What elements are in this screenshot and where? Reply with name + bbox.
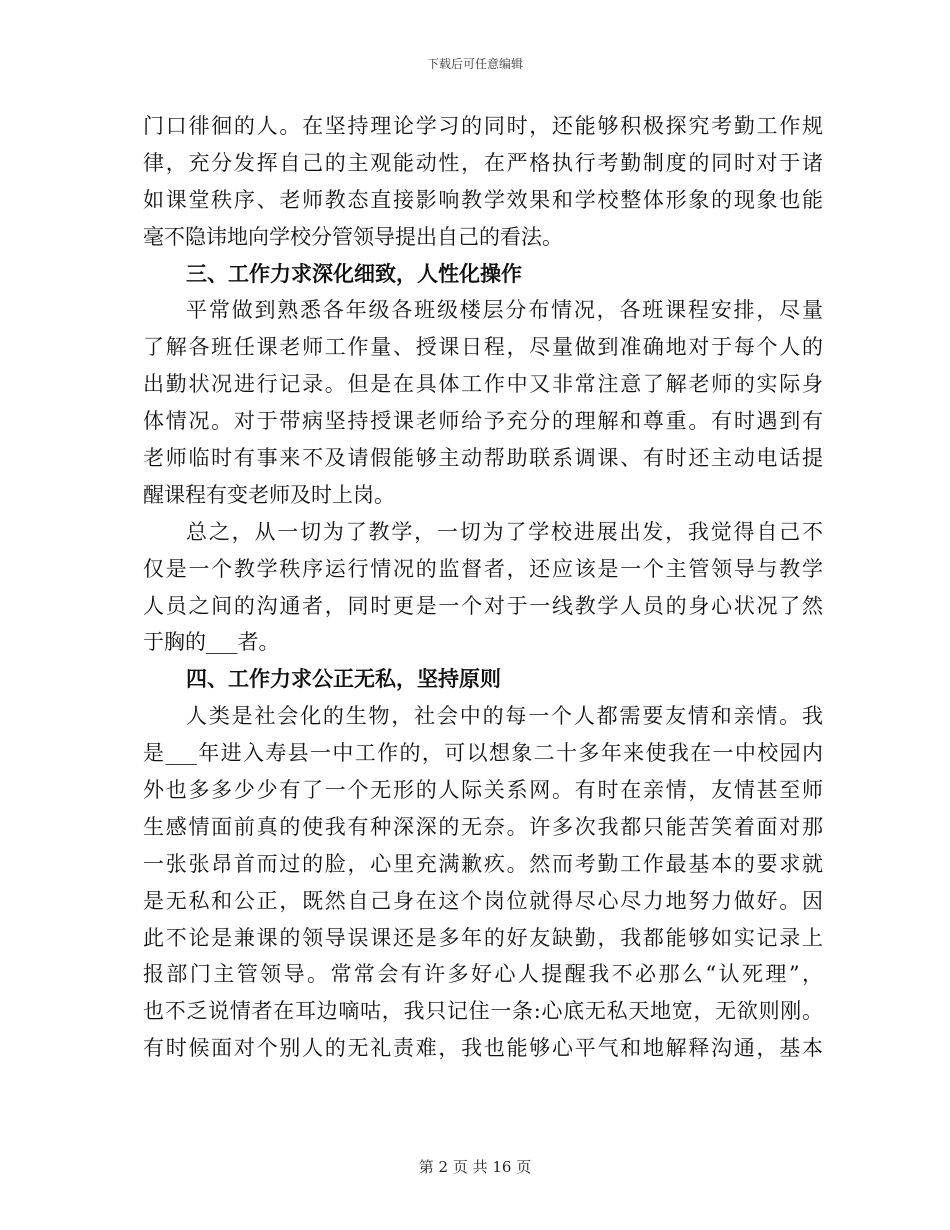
document-body (143, 108, 823, 1067)
paragraph-line: 毫不隐讳地向学校分管领导提出自己的看法。 (143, 224, 563, 249)
paragraph-line: 总之，从一切为了教学，一切为了学校进展出发，我觉得自己不 (186, 519, 823, 544)
paragraph-line: 是无私和公正，既然自己身在这个岗位就得尽心尽力地努力做好。因 (143, 888, 823, 913)
paragraph-line: 醒课程有变老师及时上岗。 (143, 482, 395, 507)
paragraph-line: 律，充分发挥自己的主观能动性，在严格执行考勤制度的同时对于诸 (143, 150, 823, 175)
paragraph-line: 于胸的___者。 (143, 630, 280, 655)
paragraph-line: 体情况。对于带病坚持授课老师给予充分的理解和尊重。有时遇到有 (143, 409, 823, 434)
paragraph-line: 是___年进入寿县一中工作的，可以想象二十多年来使我在一中校园内 (143, 741, 823, 766)
paragraph-line: 此不论是兼课的领导误课还是多年的好友缺勤，我都能够如实记录上 (143, 925, 823, 950)
paragraph-line: 老师临时有事来不及请假能够主动帮助联系调课、有时还主动电话提 (143, 446, 823, 471)
paragraph-line: 人类是社会化的生物，社会中的每一个人都需要友情和亲情。我 (186, 704, 823, 729)
paragraph-line: 平常做到熟悉各年级各班级楼层分布情况，各班课程安排，尽量 (186, 298, 823, 323)
paragraph-line: 有时候面对个别人的无礼责难，我也能够心平气和地解释沟通，基本 (143, 1036, 823, 1061)
paragraph-line: 了解各班任课老师工作量、授课日程，尽量做到准确地对于每个人的 (143, 335, 823, 360)
paragraph-line: 也不乏说情者在耳边嘀咕，我只记住一条:心底无私天地宽，无欲则刚。 (143, 999, 823, 1024)
paragraph-line: 生感情面前真的使我有种深深的无奈。许多次我都只能苦笑着面对那 (143, 814, 823, 839)
page-header: 下载后可任意编辑 (426, 57, 523, 71)
section-heading-3: 三、工作力求深化细致，人性化操作 (186, 260, 522, 286)
paragraph-line: 外也多多少少有了一个无形的人际关系网。有时在亲情，友情甚至师 (143, 778, 823, 803)
paragraph-line: 仅是一个教学秩序运行情况的监督者，还应该是一个主管领导与教学 (143, 556, 823, 581)
paragraph-line: 出勤状况进行记录。但是在具体工作中又非常注意了解老师的实际身 (143, 372, 823, 397)
paragraph-line: 报部门主管领导。常常会有许多好心人提醒我不必那么“认死理”， (143, 962, 823, 987)
paragraph-line: 如课堂秩序、老师教态直接影响教学效果和学校整体形象的现象也能 (143, 187, 823, 212)
page-footer: 第 2 页 共 16 页 (418, 1158, 532, 1176)
paragraph-line: 人员之间的沟通者，同时更是一个对于一线教学人员的身心状况了然 (143, 593, 823, 618)
paragraph-line: 门口徘徊的人。在坚持理论学习的同时，还能够积极探究考勤工作规 (143, 114, 823, 138)
section-heading-4: 四、工作力求公正无私，坚持原则 (186, 666, 501, 692)
paragraph-line: 一张张昂首而过的脸，心里充满歉疚。然而考勤工作最基本的要求就 (143, 851, 823, 876)
